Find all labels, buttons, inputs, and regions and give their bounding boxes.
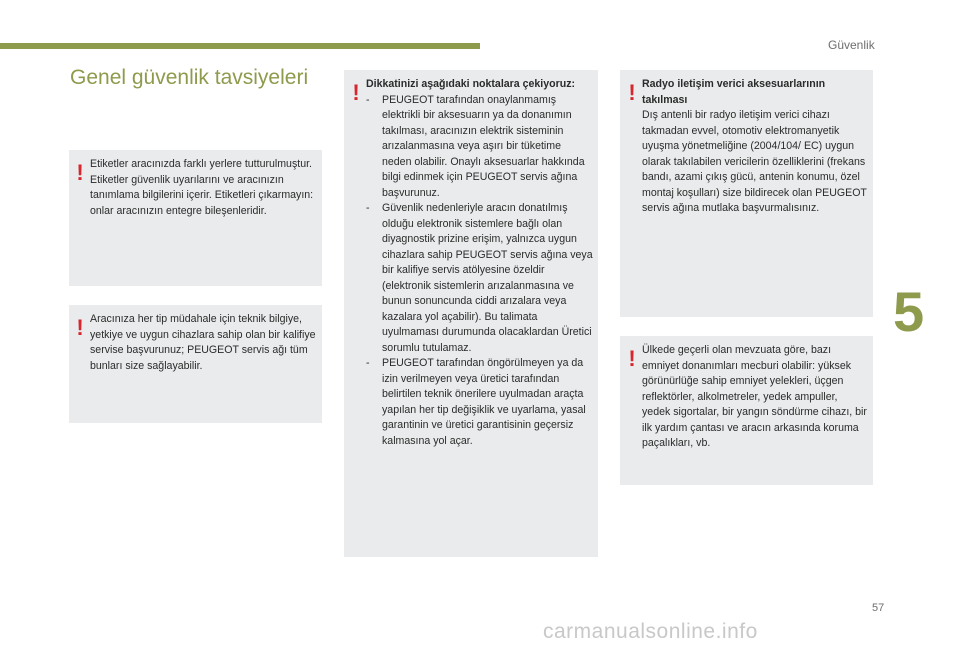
regulations-warning-text: Ülkede geçerli olan mevzuata göre, bazı emniyet donanımları mecburi olabilir: yüksek görünürlüğe sahip emniyet yelekleri, üçgen reflektörler, alkolmetreler, yedek ampuller, yedek sigortalar, bir yangın söndürme cihazı, bir ilk yardım çantası ve aracın arkasında koruma paçalıkları, vb. [642,344,867,449]
chapter-number: 5 [893,280,925,343]
page-number: 57 [872,602,885,614]
warning-icon: ! [352,80,360,105]
attention-item: - Güvenlik nedenleriyle aracın donatılmış olduğu elektronik sistemlere bağlı olan diyagnostik prizine erişim, yalnızca uygun cihazlara sahip PEUGEOT servis ağına veya bir kalifiye servis atölyesine özeldir (elektronik sistemlerin arızalanmasına ve bunun sonuncunda ciddi arızalara veya kazalara yol açabilir). Bu talimata uyulmaması durumunda olacaklardan Üretici sorumlu tutulamaz. [366,201,593,356]
labels-warning-text: Etiketler aracınızda farklı yerlere tutturulmuştur. Etiketler güvenlik uyarılarını ve aracınızın tanımlama bilgilerini içerir. Etiketleri çıkarmayın: onlar aracınızın entegre bileşenleridir. [90,158,314,217]
attention-warning-box [344,70,598,557]
radio-heading: Radyo iletişim verici aksesuarlarının takılması [642,78,826,106]
radio-warning-box [620,70,873,317]
warning-icon: ! [76,315,84,340]
labels-warning-box [69,150,322,286]
header-accent-bar [0,43,480,49]
radio-warning-text: Dış antenli bir radyo iletişim verici cihazı takmadan evvel, otomotiv elektromanyetik uyuşma yönetmeliğine (2004/104/ EC) uygun olarak takılabilen vericilerin özelliklerini (frekans bandı, azami çıkış gücü, antenin konumu, özel montaj koşulları) size bildirecek olan PEUGEOT servis ağına mutlaka başvurmalısınız. [642,109,867,214]
attention-heading: Dikkatinizi aşağıdaki noktalara çekiyoruz: [366,78,576,90]
warning-icon: ! [628,80,636,105]
page-title: Genel güvenlik tavsiyeleri [70,66,309,89]
attention-item: - PEUGEOT tarafından onaylanmamış elektrikli bir aksesuarın ya da donanımın takılması, aracınızın elektrik sisteminin arızalanmasına veya aşırı bir tüketime neden olabilir. Onaylı aksesuarlar hakkında bilgi edinmek için PEUGEOT servis ağına başvurunuz. [366,93,593,202]
attention-item: - PEUGEOT tarafından öngörülmeyen ya da izin verilmeyen veya üretici tarafından belirtilen teknik önerilere uyulmadan araçta yapılan her tip değişiklik ve uyarlama, yasal garantinin ve üretici garantisinin geçersiz kalmasına yol açar. [366,356,593,449]
intervention-warning-box [69,305,322,423]
intervention-warning-text: Aracınıza her tip müdahale için teknik bilgiye, yetkiye ve uygun cihazlara sahip olan bir kalifiye servise başvurunuz; PEUGEOT servis ağı tüm bunları size sağlayabilir. [90,313,316,372]
section-name: Güvenlik [828,38,875,52]
attention-list [366,93,593,450]
warning-icon: ! [76,160,84,185]
warning-icon: ! [628,346,636,371]
watermark: carmanualsonline.info [543,620,758,643]
regulations-warning-box [620,336,873,485]
